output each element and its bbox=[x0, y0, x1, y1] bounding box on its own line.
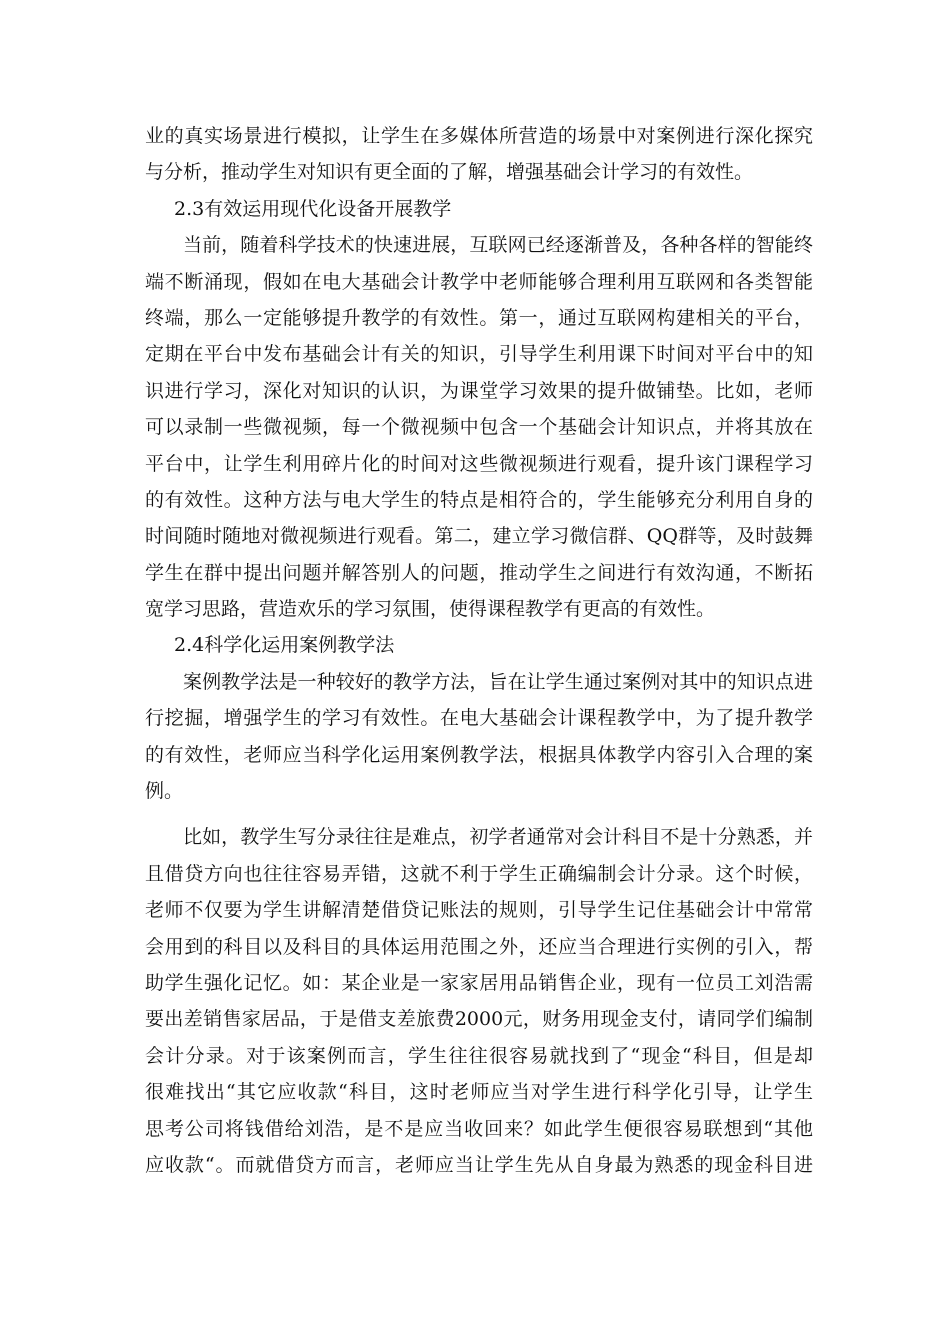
section-heading: 2.3有效运用现代化设备开展教学 bbox=[174, 197, 452, 220]
body-line: 定期在平台中发布基础会计有关的知识，引导学生利用课下时间对平台中的知 bbox=[145, 343, 813, 366]
body-line: 可以录制一些微视频，每一个微视频中包含一个基础会计知识点，并将其放在 bbox=[145, 416, 813, 439]
body-line: 端不断涌现，假如在电大基础会计教学中老师能够合理利用互联网和各类智能 bbox=[145, 270, 813, 293]
body-line: 例。 bbox=[145, 780, 184, 803]
body-line: 比如，教学生写分录往往是难点，初学者通常对会计科目不是十分熟悉，并 bbox=[183, 826, 813, 849]
body-line: 应收款“。而就借贷方而言，老师应当让学生先从自身最为熟悉的现金科目进 bbox=[145, 1153, 813, 1176]
section-heading: 2.4科学化运用案例教学法 bbox=[174, 634, 395, 657]
body-line: 终端，那么一定能够提升教学的有效性。第一，通过互联网构建相关的平台， bbox=[145, 306, 813, 329]
body-line: 会计分录。对于该案例而言，学生往往很容易就找到了“现金“科目，但是却 bbox=[145, 1044, 813, 1067]
body-line: 要出差销售家居品，于是借支差旅费2000元，财务用现金支付，请同学们编制 bbox=[145, 1008, 813, 1031]
body-line: 且借贷方向也往往容易弄错，这就不利于学生正确编制会计分录。这个时候， bbox=[145, 862, 813, 885]
body-line: 的有效性。这种方法与电大学生的特点是相符合的，学生能够充分利用自身的 bbox=[145, 488, 813, 511]
body-line: 老师不仅要为学生讲解清楚借贷记账法的规则，引导学生记住基础会计中常常 bbox=[145, 899, 813, 922]
body-line: 思考公司将钱借给刘浩，是不是应当收回来？如此学生便很容易联想到“其他 bbox=[145, 1117, 813, 1140]
body-line: 当前，随着科学技术的快速进展，互联网已经逐渐普及，各种各样的智能终 bbox=[183, 234, 813, 257]
body-line: 宽学习思路，营造欢乐的学习氛围，使得课程教学有更高的有效性。 bbox=[145, 598, 716, 621]
body-line: 识进行学习，深化对知识的认识，为课堂学习效果的提升做铺垫。比如，老师 bbox=[145, 379, 813, 402]
body-line: 平台中，让学生利用碎片化的时间对这些微视频进行观看，提升该门课程学习 bbox=[145, 452, 813, 475]
paragraph-gap bbox=[145, 809, 813, 819]
body-line: 与分析，推动学生对知识有更全面的了解，增强基础会计学习的有效性。 bbox=[145, 161, 754, 184]
body-line: 助学生强化记忆。如：某企业是一家家居用品销售企业，现有一位员工刘浩需 bbox=[145, 971, 813, 994]
body-line: 学生在群中提出问题并解答别人的问题，推动学生之间进行有效沟通，不断拓 bbox=[145, 561, 813, 584]
body-line: 行挖掘，增强学生的学习有效性。在电大基础会计课程教学中，为了提升教学 bbox=[145, 707, 813, 730]
body-line: 案例教学法是一种较好的教学方法，旨在让学生通过案例对其中的知识点进 bbox=[183, 670, 813, 693]
body-line: 很难找出“其它应收款“科目，这时老师应当对学生进行科学化引导，让学生 bbox=[145, 1081, 813, 1104]
body-line: 时间随时随地对微视频进行观看。第二，建立学习微信群、QQ群等，及时鼓舞 bbox=[145, 525, 813, 548]
body-line: 会用到的科目以及科目的具体运用范围之外，还应当合理进行实例的引入，帮 bbox=[145, 935, 813, 958]
body-line: 的有效性，老师应当科学化运用案例教学法，根据具体教学内容引入合理的案 bbox=[145, 743, 813, 766]
document-body bbox=[145, 118, 813, 1183]
body-line: 业的真实场景进行模拟，让学生在多媒体所营造的场景中对案例进行深化探究 bbox=[145, 125, 813, 147]
